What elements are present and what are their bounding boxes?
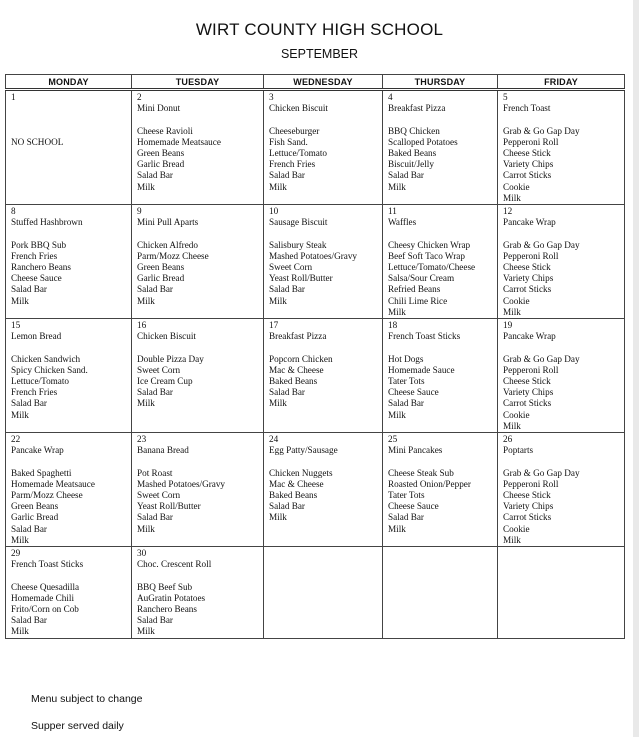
lunch-item: Cheese Quesadilla (11, 581, 80, 592)
lunch-item: Salad Bar (269, 501, 305, 512)
lunch-item: Milk (388, 523, 406, 534)
breakfast-item: Pancake Wrap (503, 331, 556, 342)
lunch-item: BBQ Beef Sub (137, 581, 193, 592)
lunch-item: Cookie (503, 181, 530, 192)
item-spacer (137, 342, 261, 353)
lunch-item: Milk (137, 295, 155, 306)
lunch-item: Homemade Sauce (388, 364, 455, 375)
lunch-item: Baked Spaghetti (11, 467, 72, 478)
breakfast-item: Mini Donut (137, 103, 181, 114)
lunch-item: Roasted Onion/Pepper (388, 478, 471, 489)
lunch-item: Variety Chips (503, 501, 554, 512)
breakfast-item: Breakfast Pizza (388, 103, 446, 114)
item-spacer (503, 342, 622, 353)
day-cell (498, 319, 625, 433)
lunch-item: Salad Bar (11, 398, 47, 409)
lunch-item: Chili Lime Rice (388, 295, 448, 306)
lunch-item: Sweet Corn (137, 490, 181, 501)
lunch-item: Hot Dogs (388, 353, 424, 364)
day-cell (498, 90, 625, 205)
weekday-header-row (6, 75, 625, 90)
lunch-item: Salad Bar (269, 284, 305, 295)
lunch-item: Salsa/Sour Cream (388, 273, 455, 284)
day-number: 18 (388, 320, 398, 331)
day-cell (498, 205, 625, 319)
lunch-item: Cheese Stick (503, 148, 551, 158)
day-number: 15 (11, 320, 21, 331)
lunch-item: Milk (503, 420, 521, 431)
lunch-item: Spicy Chicken Sand. (11, 364, 88, 375)
lunch-item: French Fries (269, 159, 316, 170)
lunch-item: Cheeseburger (269, 125, 320, 136)
breakfast-item: Chicken Biscuit (269, 103, 328, 114)
day-number: 8 (11, 206, 16, 217)
day-number: 12 (503, 206, 513, 217)
day-number: 10 (269, 206, 279, 217)
lunch-item: Milk (388, 409, 406, 420)
item-spacer (503, 228, 622, 239)
item-spacer (137, 114, 261, 125)
item-spacer (388, 342, 495, 353)
day-cell (132, 547, 264, 639)
item-spacer (137, 456, 261, 467)
lunch-item: Grab & Go Gap Day (503, 467, 580, 478)
lunch-item: Carrot Sticks (503, 170, 552, 181)
day-number: 3 (269, 92, 274, 102)
day-number: 30 (137, 548, 147, 559)
lunch-item: Tater Tots (388, 490, 425, 501)
lunch-item: Green Beans (11, 501, 59, 512)
item-spacer (269, 342, 380, 353)
lunch-item: AuGratin Potatoes (137, 592, 206, 603)
item-spacer (388, 228, 495, 239)
lunch-item: Baked Beans (269, 490, 318, 501)
calendar-week-row (6, 433, 625, 547)
lunch-item: Cheesy Chicken Wrap (388, 239, 471, 250)
lunch-item: Milk (269, 512, 287, 523)
lunch-item: Salad Bar (11, 615, 47, 626)
day-header-friday: FRIDAY (498, 75, 625, 90)
lunch-item: Pepperoni Roll (503, 364, 559, 375)
day-number: 5 (503, 92, 508, 102)
lunch-item: Pepperoni Roll (503, 478, 559, 489)
lunch-item: Parm/Mozz Cheese (11, 490, 83, 501)
day-cell (6, 319, 132, 433)
lunch-item: Homemade Chili (11, 592, 75, 603)
breakfast-item: Breakfast Pizza (269, 331, 327, 342)
lunch-item: Pepperoni Roll (503, 250, 559, 261)
lunch-item: Mac & Cheese (269, 364, 324, 375)
lunch-item: Ranchero Beans (11, 262, 71, 273)
day-number: 9 (137, 206, 142, 217)
day-number: 23 (137, 434, 147, 445)
day-number: 26 (503, 434, 513, 445)
lunch-item: Chicken Nuggets (269, 467, 333, 478)
lunch-item: Grab & Go Gap Day (503, 353, 580, 364)
breakfast-item: Lemon Bread (11, 331, 62, 342)
day-cell (264, 90, 383, 205)
item-spacer (503, 114, 622, 125)
lunch-item: Milk (269, 295, 287, 306)
lunch-item: Homemade Meatsauce (11, 478, 95, 489)
day-number: 16 (137, 320, 147, 331)
lunch-item: Pork BBQ Sub (11, 239, 67, 250)
empty-day-cell (498, 547, 625, 639)
day-number: 19 (503, 320, 513, 331)
breakfast-item: Stuffed Hashbrown (11, 217, 83, 228)
lunch-item: Milk (388, 306, 406, 317)
lunch-item: Cheese Ravioli (137, 125, 193, 136)
breakfast-item: Banana Bread (137, 445, 189, 456)
day-cell (383, 433, 498, 547)
breakfast-item: Mini Pancakes (388, 445, 443, 456)
day-cell (6, 205, 132, 319)
lunch-item: Cheese Stick (503, 490, 551, 501)
lunch-item: Carrot Sticks (503, 398, 552, 409)
day-cell (132, 319, 264, 433)
lunch-item: Yeast Roll/Butter (137, 501, 201, 512)
lunch-item: Salad Bar (269, 170, 305, 181)
item-spacer (269, 228, 380, 239)
day-number: 25 (388, 434, 398, 445)
day-cell (6, 547, 132, 639)
calendar-week-row (6, 205, 625, 319)
lunch-item: Grab & Go Gap Day (503, 239, 580, 250)
lunch-item: Cookie (503, 409, 530, 420)
month-title: SEPTEMBER (280, 47, 359, 61)
item-spacer (388, 456, 495, 467)
supper-note: Supper served daily (31, 720, 124, 732)
lunch-item: Milk (503, 534, 521, 545)
day-header-tuesday: TUESDAY (132, 75, 264, 90)
lunch-item: Chicken Alfredo (137, 239, 198, 250)
day-cell (383, 205, 498, 319)
lunch-item: Grab & Go Gap Day (503, 125, 580, 136)
breakfast-item: Pancake Wrap (11, 445, 64, 456)
lunch-item: Salisbury Steak (269, 239, 327, 250)
lunch-item: Salad Bar (11, 523, 47, 534)
lunch-item: Milk (137, 181, 155, 192)
lunch-item: Double Pizza Day (137, 353, 204, 364)
lunch-item: Salad Bar (137, 387, 173, 398)
lunch-item: Mashed Potatoes/Gravy (269, 250, 358, 261)
lunch-item: Cookie (503, 295, 530, 306)
breakfast-item: Choc. Crescent Roll (137, 559, 212, 570)
lunch-item: Homemade Meatsauce (137, 136, 221, 147)
lunch-item: Cookie (503, 523, 530, 534)
lunch-item: Sweet Corn (137, 364, 181, 375)
item-spacer (11, 456, 129, 467)
calendar-week-row (6, 90, 625, 205)
item-spacer (503, 456, 622, 467)
lunch-item: Salad Bar (388, 398, 424, 409)
lunch-item: Carrot Sticks (503, 512, 552, 523)
lunch-item: Biscuit/Jelly (388, 159, 434, 170)
page-edge (633, 0, 639, 737)
lunch-item: Salad Bar (137, 512, 173, 523)
day-number: 4 (388, 92, 393, 102)
day-number: 22 (11, 434, 21, 445)
menu-calendar (5, 74, 625, 639)
empty-day-cell (383, 547, 498, 639)
lunch-item: Salad Bar (137, 615, 173, 626)
lunch-item: Salad Bar (11, 284, 47, 295)
lunch-item: Cheese Sauce (11, 273, 62, 284)
day-cell (132, 205, 264, 319)
lunch-item: Milk (503, 306, 521, 317)
day-cell (6, 433, 132, 547)
lunch-item: French Fries (11, 250, 58, 261)
lunch-item: Variety Chips (503, 387, 554, 398)
item-spacer (11, 228, 129, 239)
day-number: 1 (11, 92, 16, 102)
day-cell (264, 205, 383, 319)
menu-change-note: Menu subject to change (31, 693, 143, 705)
lunch-item: Cheese Stick (503, 376, 551, 387)
lunch-item: Milk (388, 181, 406, 192)
lunch-item: Milk (137, 398, 155, 409)
day-number: 2 (137, 92, 142, 102)
breakfast-item: Mini Pull Aparts (137, 217, 199, 228)
item-spacer (11, 342, 129, 353)
item-spacer (388, 114, 495, 125)
lunch-item: BBQ Chicken (388, 125, 440, 136)
day-cell (383, 90, 498, 205)
calendar-week-row (6, 547, 625, 639)
day-number: 24 (269, 434, 279, 445)
lunch-item: Cheese Steak Sub (388, 467, 454, 478)
lunch-item: Garlic Bread (137, 159, 185, 170)
day-cell (383, 319, 498, 433)
lunch-item: Lettuce/Tomato/Cheese (388, 262, 476, 273)
day-cell (132, 433, 264, 547)
lunch-item: Refried Beans (388, 284, 441, 295)
lunch-item: Pepperoni Roll (503, 136, 559, 147)
lunch-item: Salad Bar (137, 170, 173, 181)
lunch-item: Milk (11, 534, 29, 545)
day-cell (498, 433, 625, 547)
lunch-item: Salad Bar (137, 284, 173, 295)
item-spacer (137, 570, 261, 581)
empty-day-cell (264, 547, 383, 639)
lunch-item: Milk (11, 409, 29, 420)
lunch-item: Carrot Sticks (503, 284, 552, 295)
school-title: WIRT COUNTY HIGH SCHOOL (195, 20, 444, 39)
breakfast-item: French Toast Sticks (388, 331, 461, 342)
lunch-item: Parm/Mozz Cheese (137, 250, 209, 261)
breakfast-item: Chicken Biscuit (137, 331, 196, 342)
lunch-item: Lettuce/Tomato (269, 148, 328, 158)
lunch-item: Chicken Sandwich (11, 353, 81, 364)
lunch-item: French Fries (11, 387, 58, 398)
lunch-item: Popcorn Chicken (269, 353, 333, 364)
day-cell (132, 90, 264, 205)
lunch-item: Milk (11, 626, 29, 637)
item-spacer (137, 228, 261, 239)
lunch-item: Milk (11, 295, 29, 306)
lunch-item: Scalloped Potatoes (388, 136, 458, 147)
day-number: 29 (11, 548, 21, 559)
lunch-item: Milk (269, 398, 287, 409)
lunch-item: Ranchero Beans (137, 604, 197, 615)
lunch-item: Variety Chips (503, 159, 554, 170)
calendar-body (6, 90, 625, 639)
day-header-monday: MONDAY (6, 75, 132, 90)
lunch-item: Garlic Bread (137, 273, 185, 284)
lunch-item: Milk (503, 192, 521, 203)
breakfast-item: Poptarts (503, 445, 534, 456)
item-spacer (269, 456, 380, 467)
lunch-item: Cheese Sauce (388, 501, 439, 512)
breakfast-item: French Toast Sticks (11, 559, 84, 570)
lunch-item: Fish Sand. (269, 136, 308, 147)
day-cell (6, 90, 132, 205)
lunch-item: Cheese Stick (503, 262, 551, 273)
lunch-item: Milk (137, 523, 155, 534)
lunch-item: Sweet Corn (269, 262, 313, 273)
day-number: 17 (269, 320, 279, 331)
lunch-item: Mac & Cheese (269, 478, 324, 489)
lunch-item: Salad Bar (388, 170, 424, 181)
breakfast-item: Pancake Wrap (503, 217, 556, 228)
day-cell (264, 433, 383, 547)
breakfast-item: Sausage Biscuit (269, 217, 328, 228)
lunch-item: Salad Bar (269, 387, 305, 398)
lunch-item: Lettuce/Tomato (11, 376, 70, 387)
lunch-item: Frito/Corn on Cob (11, 604, 79, 615)
lunch-item: Beef Soft Taco Wrap (388, 250, 465, 261)
lunch-item: Ice Cream Cup (137, 376, 193, 387)
lunch-item: Tater Tots (388, 376, 425, 387)
lunch-item: Baked Beans (269, 376, 318, 387)
item-spacer (269, 114, 380, 125)
lunch-item: Salad Bar (388, 512, 424, 523)
day-header-thursday: THURSDAY (383, 75, 498, 90)
day-number: 11 (388, 206, 397, 217)
day-header-wednesday: WEDNESDAY (264, 75, 383, 90)
lunch-item: Milk (137, 626, 155, 637)
breakfast-item: Waffles (388, 217, 417, 228)
lunch-item: Green Beans (137, 148, 185, 158)
lunch-item: Baked Beans (388, 148, 437, 158)
lunch-item: Yeast Roll/Butter (269, 273, 333, 284)
lunch-item: Cheese Sauce (388, 387, 439, 398)
lunch-item: Pot Roast (137, 467, 173, 478)
lunch-item: Garlic Bread (11, 512, 59, 523)
lunch-item: Mashed Potatoes/Gravy (137, 478, 226, 489)
calendar-week-row (6, 319, 625, 433)
item-spacer (11, 570, 129, 581)
day-cell (264, 319, 383, 433)
breakfast-item: French Toast (503, 103, 551, 114)
lunch-item: Green Beans (137, 262, 185, 273)
lunch-item: Milk (269, 181, 287, 192)
breakfast-item: Egg Patty/Sausage (269, 445, 338, 456)
lunch-item: Variety Chips (503, 273, 554, 284)
day-notice: NO SCHOOL (11, 137, 64, 148)
